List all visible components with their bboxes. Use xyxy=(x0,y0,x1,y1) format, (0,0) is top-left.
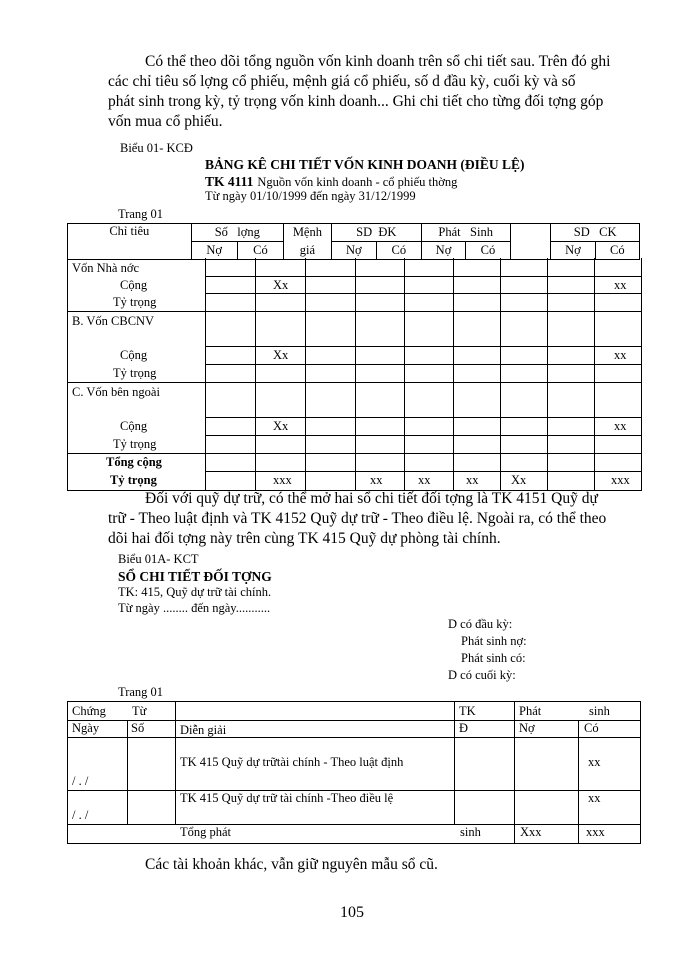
header-so-luong: Số lợng xyxy=(191,224,283,242)
grid-line xyxy=(205,293,641,294)
header-no: Nợ xyxy=(519,721,535,735)
sub-no: Nợ xyxy=(331,242,376,260)
middle-line: dõi hai đối tợng này trên cùng TK 415 Quỹ dự phòng tài chính. xyxy=(108,530,501,547)
row-description: TK 415 Quỹ dự trữtài chính - Theo luật định xyxy=(180,755,404,769)
header-blank xyxy=(510,224,551,242)
row-label: Cộng xyxy=(120,348,148,362)
total-credit: xxx xyxy=(586,825,605,839)
cell-value: xx xyxy=(614,419,627,433)
row-label: Tỷ trọng xyxy=(113,295,157,309)
form1-header-row xyxy=(68,224,640,242)
form2-title: SỔ CHI TIẾT ĐỐI TỢNG xyxy=(118,569,272,584)
total-debit: Xxx xyxy=(520,825,542,839)
form1-page: Trang 01 xyxy=(118,207,164,221)
grid-line xyxy=(514,702,515,843)
form2-account: TK: 415, Quỹ dự trữ tài chính. xyxy=(118,585,272,599)
cell-value: xx xyxy=(370,473,383,487)
intro-line: các chỉ tiêu số lợng cổ phiếu, mệnh giá cổ phiếu, số d đầu kỳ, cuối kỳ và số xyxy=(108,73,576,90)
row-label: Tỷ trọng xyxy=(110,473,157,487)
row-credit: xx xyxy=(588,755,601,769)
form2-table xyxy=(67,701,641,844)
cell-value: Xx xyxy=(511,473,527,487)
row-label: Cộng xyxy=(120,278,148,292)
sub-no: Nợ xyxy=(191,242,237,260)
grid-line xyxy=(205,417,641,418)
middle-line: Đối với quỹ dự trữ, có thể mở hai sổ chi tiết đối tợng là TK 4151 Quỹ dự xyxy=(145,490,598,507)
sub-co: Có xyxy=(237,242,283,260)
row-credit: xx xyxy=(588,791,601,805)
page-number: 105 xyxy=(340,904,364,921)
summary-closing: D có cuối kỳ: xyxy=(448,668,516,682)
cell-value: xxx xyxy=(611,473,630,487)
form1-account-name: Nguồn vốn kinh doanh - cổ phiếu thờng xyxy=(257,175,458,189)
form2-page: Trang 01 xyxy=(118,685,164,699)
form1-body xyxy=(67,258,642,491)
sub-no: Nợ xyxy=(551,242,595,260)
grid-line xyxy=(127,720,128,825)
row-label: Tổng cộng xyxy=(106,455,162,469)
header-sd-ck: SD CK xyxy=(551,224,640,242)
grid-line xyxy=(205,276,641,277)
total-sinh: sinh xyxy=(460,825,481,839)
summary-opening: D có đầu kỳ: xyxy=(448,617,513,631)
cell-value: xx xyxy=(614,348,627,362)
row-label: B. Vốn CBCNV xyxy=(72,314,155,328)
cell-value: xx xyxy=(418,473,431,487)
grid-line xyxy=(68,382,641,383)
form1-title: BẢNG KÊ CHI TIẾT VỐN KINH DOANH (ĐIỀU LỆ) xyxy=(205,157,525,172)
cell-value: xxx xyxy=(273,473,292,487)
header-tu: Từ xyxy=(132,704,147,718)
header-phat-sinh: Phát Sinh xyxy=(421,224,510,242)
cell-value: Xx xyxy=(273,419,289,433)
sub-co: Có xyxy=(595,242,639,260)
intro-line: vốn mua cổ phiếu. xyxy=(108,113,223,130)
grid-line xyxy=(68,453,641,454)
grid-line xyxy=(205,471,641,472)
form1-period: Từ ngày 01/10/1999 đến ngày 31/12/1999 xyxy=(205,189,416,203)
total-label: Tổng phát xyxy=(180,825,232,839)
grid-line xyxy=(205,346,641,347)
header-menh: Mệnh xyxy=(284,224,332,242)
sub-co: Có xyxy=(466,242,510,260)
form1-code: Biểu 01- KCĐ xyxy=(120,141,193,155)
summary-credit: Phát sinh có: xyxy=(461,651,526,665)
row-date: / . / xyxy=(72,774,89,788)
middle-line: trữ - Theo luật định và TK 4152 Quỹ dự trữ - Theo điều lệ. Ngoài ra, có thể theo xyxy=(108,510,607,527)
cell-value: Xx xyxy=(273,278,289,292)
header-sd-dk: SD ĐK xyxy=(331,224,421,242)
intro-line: Có thể theo dõi tổng nguồn vốn kinh doanh trên sổ chi tiết sau. Trên đó ghi xyxy=(145,53,611,70)
header-phat: Phát xyxy=(519,704,542,718)
header-so: Số xyxy=(131,721,145,735)
sub-no: Nợ xyxy=(421,242,465,260)
header-ngay: Ngày xyxy=(72,721,100,735)
row-label: Tỷ trọng xyxy=(113,437,157,451)
header-chung: Chứng xyxy=(72,704,106,718)
cell-value: Xx xyxy=(273,348,289,362)
form2-code: Biểu 01A- KCT xyxy=(118,552,199,566)
form1-account-code: TK 4111 xyxy=(205,174,254,189)
grid-line xyxy=(68,720,640,721)
grid-line xyxy=(68,311,641,312)
header-d: Đ xyxy=(459,721,469,735)
grid-line xyxy=(205,435,641,436)
header-chi-tieu: Chỉ tiêu xyxy=(68,224,192,260)
row-label: Cộng xyxy=(120,419,148,433)
grid-line xyxy=(205,364,641,365)
row-label: Vốn Nhà nớc xyxy=(72,261,140,275)
row-description: TK 415 Quỹ dự trữ tài chính -Theo điều lệ xyxy=(180,791,394,805)
middle-paragraph xyxy=(108,489,606,549)
sub-blank xyxy=(510,242,551,260)
header-tk: TK xyxy=(459,704,476,718)
header-dien-giai: Diễn giải xyxy=(180,723,227,737)
intro-line: phát sinh trong kỳ, tỷ trọng vốn kinh doanh... Ghi chi tiết cho từng đối tợng góp xyxy=(108,93,604,110)
form1-table xyxy=(67,223,640,260)
closing-text: Các tài khoản khác, vẫn giữ nguyên mẫu sổ cũ. xyxy=(145,856,438,873)
row-label: Tỷ trọng xyxy=(113,366,157,380)
sub-gia: giá xyxy=(284,242,332,260)
row-label: C. Vốn bên ngoài xyxy=(72,385,160,399)
cell-value: xx xyxy=(614,278,627,292)
summary-debit: Phát sinh nợ: xyxy=(461,634,527,648)
header-sinh: sinh xyxy=(589,704,610,718)
intro-paragraph xyxy=(108,52,610,132)
grid-line xyxy=(68,737,640,738)
sub-co: Có xyxy=(376,242,421,260)
cell-value: xx xyxy=(466,473,479,487)
grid-line xyxy=(68,824,640,825)
row-date: / . / xyxy=(72,808,89,822)
header-co: Có xyxy=(584,721,599,735)
form2-period: Từ ngày ........ đến ngày........... xyxy=(118,601,271,615)
